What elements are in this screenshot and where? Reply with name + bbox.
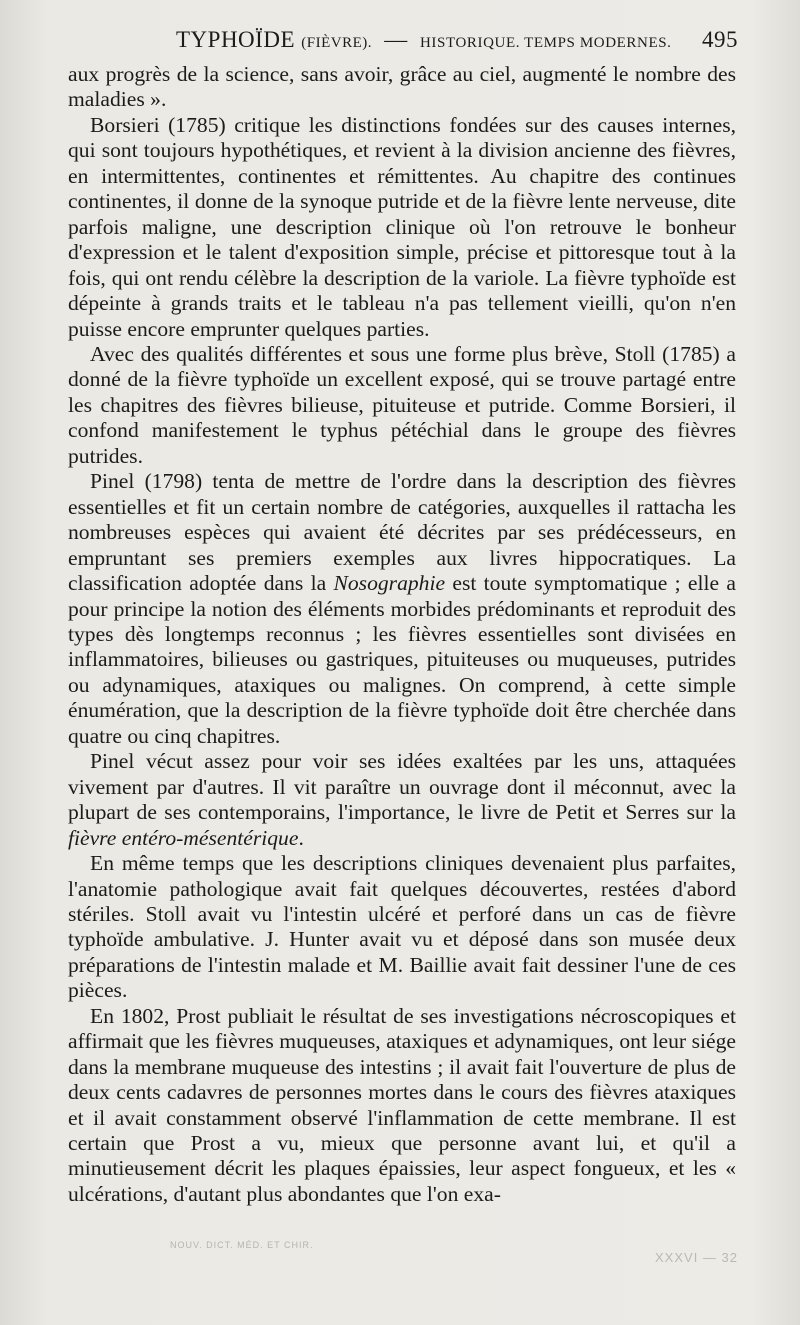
paragraph-3: Avec des qualités différentes et sous une forme plus brève, Stoll (1785) a donné de la fièvre typhoïde un excellent exposé, qui se trouve partagé entre les chapitres des fièvres bilieuse, pituiteuse et putride. Comme Borsieri, il confond manifestement le typhus pétéchial dans le groupe des fièvres putrides.	[68, 341, 736, 468]
footer-imprint: NOUV. DICT. MÉD. ET CHIR.	[170, 1240, 314, 1250]
paragraph-2: Borsieri (1785) critique les distinctions fondées sur des causes internes, qui sont toujours hypothétiques, et revient à la division ancienne des fièvres, en intermittentes, continentes et rémittentes. Au chapitre des continues continentes, il donne de la synoque putride et de la fièvre lente nerveuse, dite parfois maligne, une description clinique où l'on retrouve le bonheur d'expression et le talent d'exposition simple, précise et pittoresque tout à la fois, qui ont rendu célèbre la description de la variole. La fièvre typhoïde est dépeinte à grands traits et le tableau n'a pas tellement vieilli, qu'on n'en puisse encore emprunter quelques parties.	[68, 112, 736, 341]
paragraph-4-rest: est toute symptomatique ; elle a pour principe la notion des éléments morbides prédominants et reproduit des types dès longtemps reconnus ; les fièvres essentielles sont divisées en inflammatoires, bilieuses ou gastriques, pituiteuses ou muqueuses, putrides ou adynamiques, ataxiques ou malignes. On comprend, à cette simple énumération, que la description de la fièvre typhoïde doit être cherchée dans quatre ou cinq chapitres.	[68, 571, 736, 748]
paragraph-5-rest: .	[298, 825, 304, 850]
paragraph-7: En 1802, Prost publiait le résultat de ses investigations nécroscopiques et affirmait que les fièvres muqueuses, ataxiques et adynamiques, ont leur siége dans la membrane muqueuse des intestins ; il avait fait l'ouverture de plus de deux cents cadavres de personnes mortes dans le cours des fièvres ataxiques et il avait constamment observé l'inflammation de cette membrane. Il est certain que Prost a vu, mieux que personne avant lui, et qu'il a minutieusement décrit les plaques épaissies, leur aspect fongueux, et les « ulcérations, d'autant plus abondantes que l'on exa-	[68, 1003, 736, 1206]
paragraph-4-text: Pinel (1798) tenta de mettre de l'ordre dans la description des fièvres essentielles et fit un certain nombre de catégories, auxquelles il rattacha les nombreuses espèces qui avaient été décrites par ses prédécesseurs, en empruntant ses premiers exemples aux livres hippocratiques. La classification adoptée dans la	[68, 469, 736, 596]
body-text	[68, 62, 736, 1207]
fievre-entero-italic: fièvre entéro-mésentérique	[68, 825, 299, 850]
paragraph-5-text: Pinel vécut assez pour voir ses idées exaltées par les uns, attaquées vivement par d'autres. Il vit paraître un ouvrage dont il méconnut, avec la plupart de ses contemporains, l'importance, le livre de Petit et Serres sur la	[68, 749, 736, 825]
paragraph-6: En même temps que les descriptions cliniques devenaient plus parfaites, l'anatomie pathologique avait fait quelques découvertes, restées d'abord stériles. Stoll avait vu l'intestin ulcéré et perforé dans un cas de fièvre typhoïde ambulative. J. Hunter avait vu et déposé dans son musée deux préparations de l'intestin malade et M. Baillie avait fait dessiner l'une de ces pièces.	[68, 851, 736, 1003]
paragraph-4	[68, 469, 736, 749]
header-section: HISTORIQUE. TEMPS MODERNES.	[420, 35, 672, 51]
running-title	[176, 27, 672, 53]
page-number: 495	[702, 27, 738, 52]
header-title-sub: (FIÈVRE).	[301, 35, 372, 51]
header-title: TYPHOÏDE	[176, 27, 295, 52]
header-dash: —	[384, 27, 408, 52]
nosographie-italic: Nosographie	[333, 571, 446, 596]
paragraph-1: aux progrès de la science, sans avoir, grâce au ciel, augmenté le nombre des maladies ».	[68, 62, 736, 112]
footer-signature: XXXVI — 32	[655, 1250, 738, 1265]
running-header	[68, 27, 738, 57]
paragraph-5	[68, 749, 736, 851]
